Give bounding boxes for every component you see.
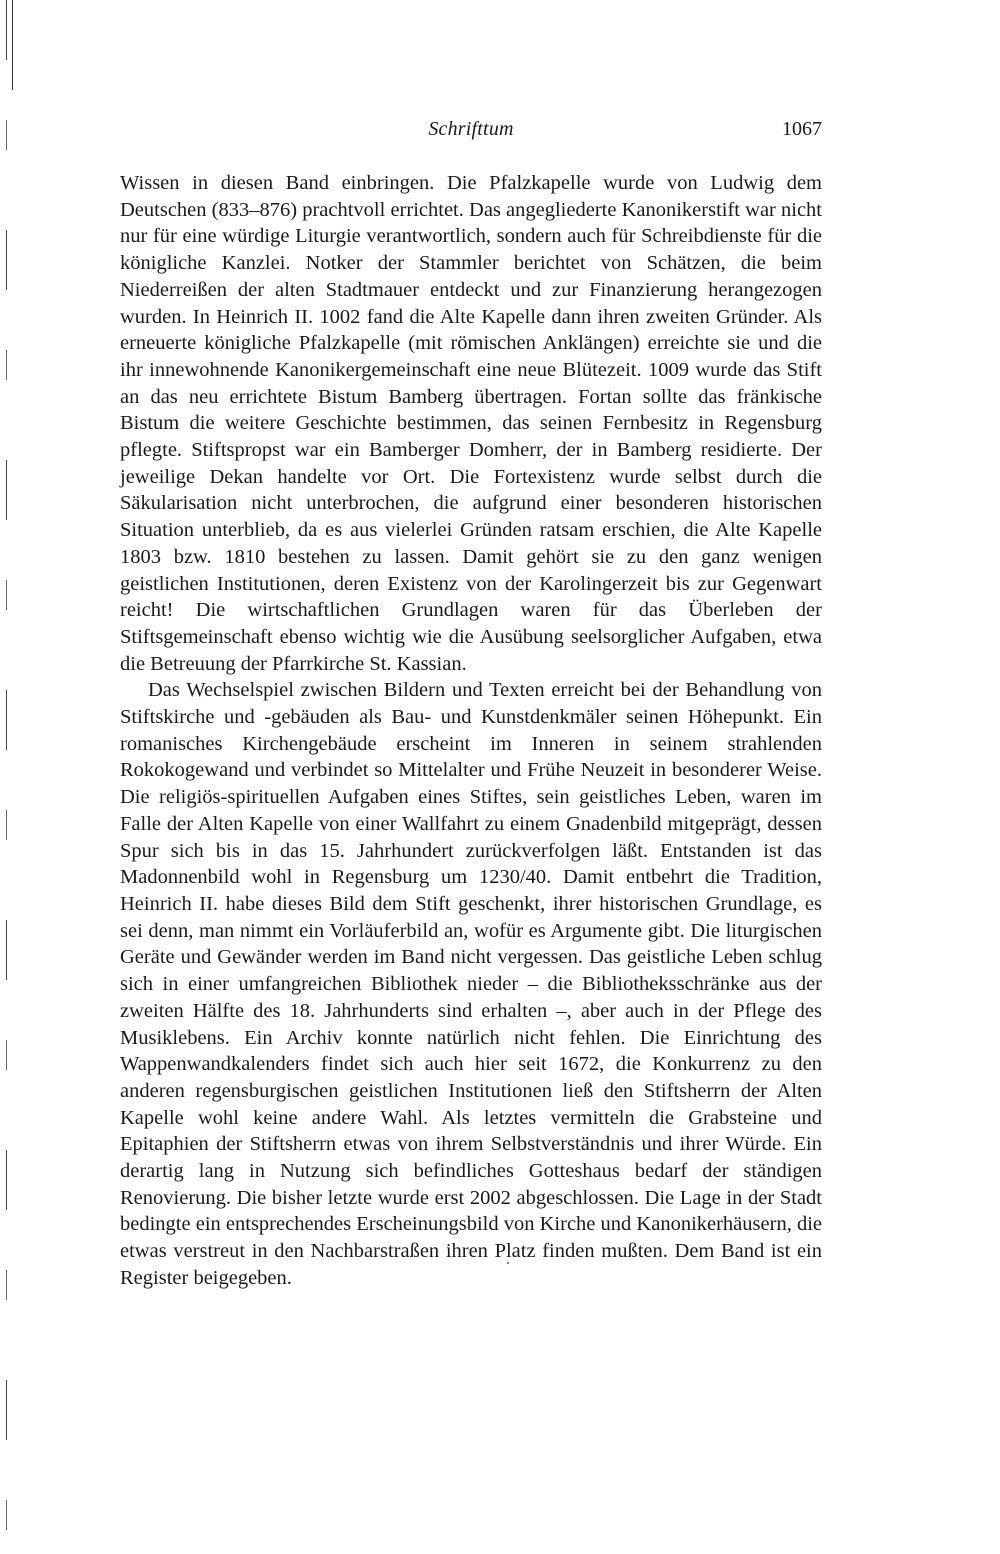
print-speck [507,1262,509,1264]
running-head [120,118,822,146]
running-title: Schrifttum [428,118,514,140]
scan-edge-line [6,0,7,1554]
body-text [120,170,822,1292]
paragraph-2: Das Wechselspiel zwischen Bildern und Texten erreicht bei der Behandlung von Stiftskirche und -gebäuden als Bau- und Kunstdenkmäler seinen Höhepunkt. Ein romanisches Kirchengebäude erscheint im Inneren in seinem strahlenden Rokokogewand und verbindet so Mittelalter und Frühe Neuzeit in besonderer Weise. Die religiös-spirituellen Aufgaben eines Stiftes, sein geistliches Leben, waren im Falle der Alten Kapelle von einer Wallfahrt zu einem Gnadenbild mitgeprägt, dessen Spur sich bis in das 15. Jahrhundert zurückverfolgen läßt. Entstanden ist das Madonnenbild wohl in Regensburg um 1230/40. Damit entbehrt die Tradition, Heinrich II. habe dieses Bild dem Stift geschenkt, ihrer historischen Grundlage, es sei denn, man nimmt ein Vorläuferbild an, wofür es Argumente gibt. Die liturgischen Geräte und Gewänder werden im Band nicht vergessen. Das geistliche Leben schlug sich in einer umfangreichen Bibliothek nieder – die Bibliotheksschränke aus der zweiten Hälfte des 18. Jahrhunderts sind erhalten –, aber auch in der Pflege des Musiklebens. Ein Archiv konnte natürlich nicht fehlen. Die Einrichtung des Wappenwandkalenders findet sich auch hier seit 1672, die Konkurrenz zu den anderen regensburgischen geistlichen Institutionen ließ den Stiftsherrn der Alten Kapelle wohl keine andere Wahl. Als letztes vermitteln die Grabsteine und Epitaphien der Stiftsherrn etwas von ihrem Selbstverständnis und ihrer Würde. Ein derartig lang in Nutzung sich befindliches Gotteshaus bedarf der ständigen Renovierung. Die bisher letzte wurde erst 2002 abgeschlossen. Die Lage in der Stadt bedingte ein entsprechendes Erscheinungsbild von Kirche und Kanonikerhäusern, die etwas verstreut in den Nachbarstraßen ihren Platz finden mußten. Dem Band ist ein Register beigegeben. [120,679,822,1289]
scan-edge-mark [12,0,13,90]
page-number: 1067 [782,118,822,140]
paragraph-1: Wissen in diesen Band einbringen. Die Pfalzkapelle wurde von Ludwig dem Deutschen (833–876) prachtvoll errichtet. Das angegliederte Kanonikerstift war nicht nur für eine würdige Liturgie verantwortlich, sondern auch für Schreibdienste für die königliche Kanzlei. Notker der Stammler berichtet von Schätzen, die beim Niederreißen der alten Stadtmauer entdeckt und zur Finanzierung herangezogen wurden. In Heinrich II. 1002 fand die Alte Kapelle dann ihren zweiten Gründer. Als erneuerte königliche Pfalzkapelle (mit römischen Anklängen) erreichte sie und die ihr innewohnende Kanonikergemeinschaft eine neue Blütezeit. 1009 wurde das Stift an das neu errichtete Bistum Bamberg übertragen. Fortan sollte das fränkische Bistum die weitere Geschichte bestimmen, das seinen Fernbesitz in Regensburg pflegte. Stiftspropst war ein Bamberger Domherr, der in Bamberg residierte. Der jeweilige Dekan handelte vor Ort. Die Fortexistenz wurde selbst durch die Säkularisation nicht unterbrochen, die aufgrund einer besonderen historischen Situation unterblieb, da es aus vielerlei Gründen ratsam erschien, die Alte Kapelle 1803 bzw. 1810 bestehen zu lassen. Damit gehört sie zu den ganz wenigen geistlichen Institutionen, deren Existenz von der Karolingerzeit bis zur Gegenwart reicht! Die wirtschaftlichen Grundlagen waren für das Überleben der Stiftsgemeinschaft ebenso wichtig wie die Ausübung seelsorglicher Aufgaben, etwa die Betreuung der Pfarrkirche St. Kassian. [120,172,822,675]
